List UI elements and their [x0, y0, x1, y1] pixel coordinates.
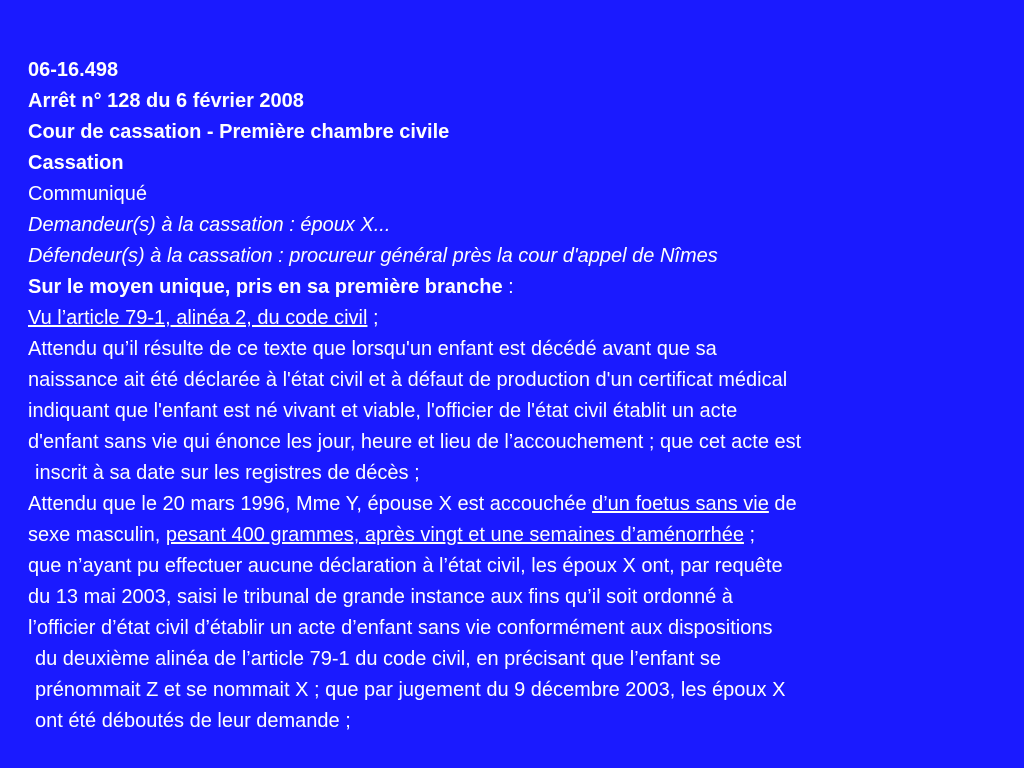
paragraph2-text: sexe masculin, — [28, 524, 166, 546]
paragraph2-line — [28, 489, 1020, 520]
paragraph2-line: ont été déboutés de leur demande ; — [35, 710, 351, 732]
article-link[interactable]: Vu l’article 79-1, alinéa 2, du code civil — [28, 307, 368, 329]
case-number: 06-16.498 — [28, 59, 119, 81]
weight-link[interactable]: pesant 400 grammes, après vingt et une semaines d’aménorrhée — [165, 524, 744, 546]
moyen-heading: Sur le moyen unique, pris en sa première branche — [28, 276, 503, 298]
paragraph2-line — [28, 520, 1020, 551]
paragraph1-line: inscrit à sa date sur les registres de décès ; — [35, 462, 420, 484]
paragraph2-line: l’officier d’état civil d’établir un acte d’enfant sans vie conformément aux dispositions — [28, 617, 773, 639]
paragraph2-text: Attendu que le 20 mars 1996, Mme Y, épouse X est accouchée — [28, 493, 593, 515]
paragraph1-line: Attendu qu’il résulte de ce texte que lorsqu'un enfant est décédé avant que sa — [28, 338, 717, 360]
paragraph2-text: de — [768, 493, 797, 515]
article-line — [28, 303, 1020, 334]
decision-title: Arrêt n° 128 du 6 février 2008 — [28, 90, 304, 112]
paragraph2-line: prénommait Z et se nommait X ; que par jugement du 9 décembre 2003, les époux X — [35, 679, 786, 701]
outcome: Cassation — [28, 152, 124, 174]
paragraph1-line: indiquant que l'enfant est né vivant et viable, l'officier de l'état civil établit un acte — [28, 400, 738, 422]
moyen-suffix: : — [502, 276, 514, 298]
paragraph2-line: du deuxième alinéa de l’article 79-1 du code civil, en précisant que l’enfant se — [35, 648, 721, 670]
document-body — [28, 55, 1020, 737]
paragraph2-line: du 13 mai 2003, saisi le tribunal de grande instance aux fins qu’il soit ordonné à — [28, 586, 733, 608]
paragraph2-text: ; — [743, 524, 756, 546]
paragraph1-line: naissance ait été déclarée à l'état civil et à défaut de production d'un certificat médical — [28, 369, 788, 391]
court-name: Cour de cassation - Première chambre civile — [28, 121, 450, 143]
paragraph1-line: d'enfant sans vie qui énonce les jour, heure et lieu de l’accouchement ; que cet acte est — [28, 431, 802, 453]
document-type: Communiqué — [28, 183, 147, 205]
foetus-link[interactable]: d’un foetus sans vie — [592, 493, 769, 515]
respondent: Défendeur(s) à la cassation : procureur général près la cour d'appel de Nîmes — [28, 245, 718, 267]
paragraph2-line: que n’ayant pu effectuer aucune déclaration à l’état civil, les époux X ont, par requête — [28, 555, 783, 577]
moyen-line — [28, 272, 1020, 303]
article-suffix: ; — [367, 307, 379, 329]
appellant: Demandeur(s) à la cassation : époux X... — [28, 214, 391, 236]
